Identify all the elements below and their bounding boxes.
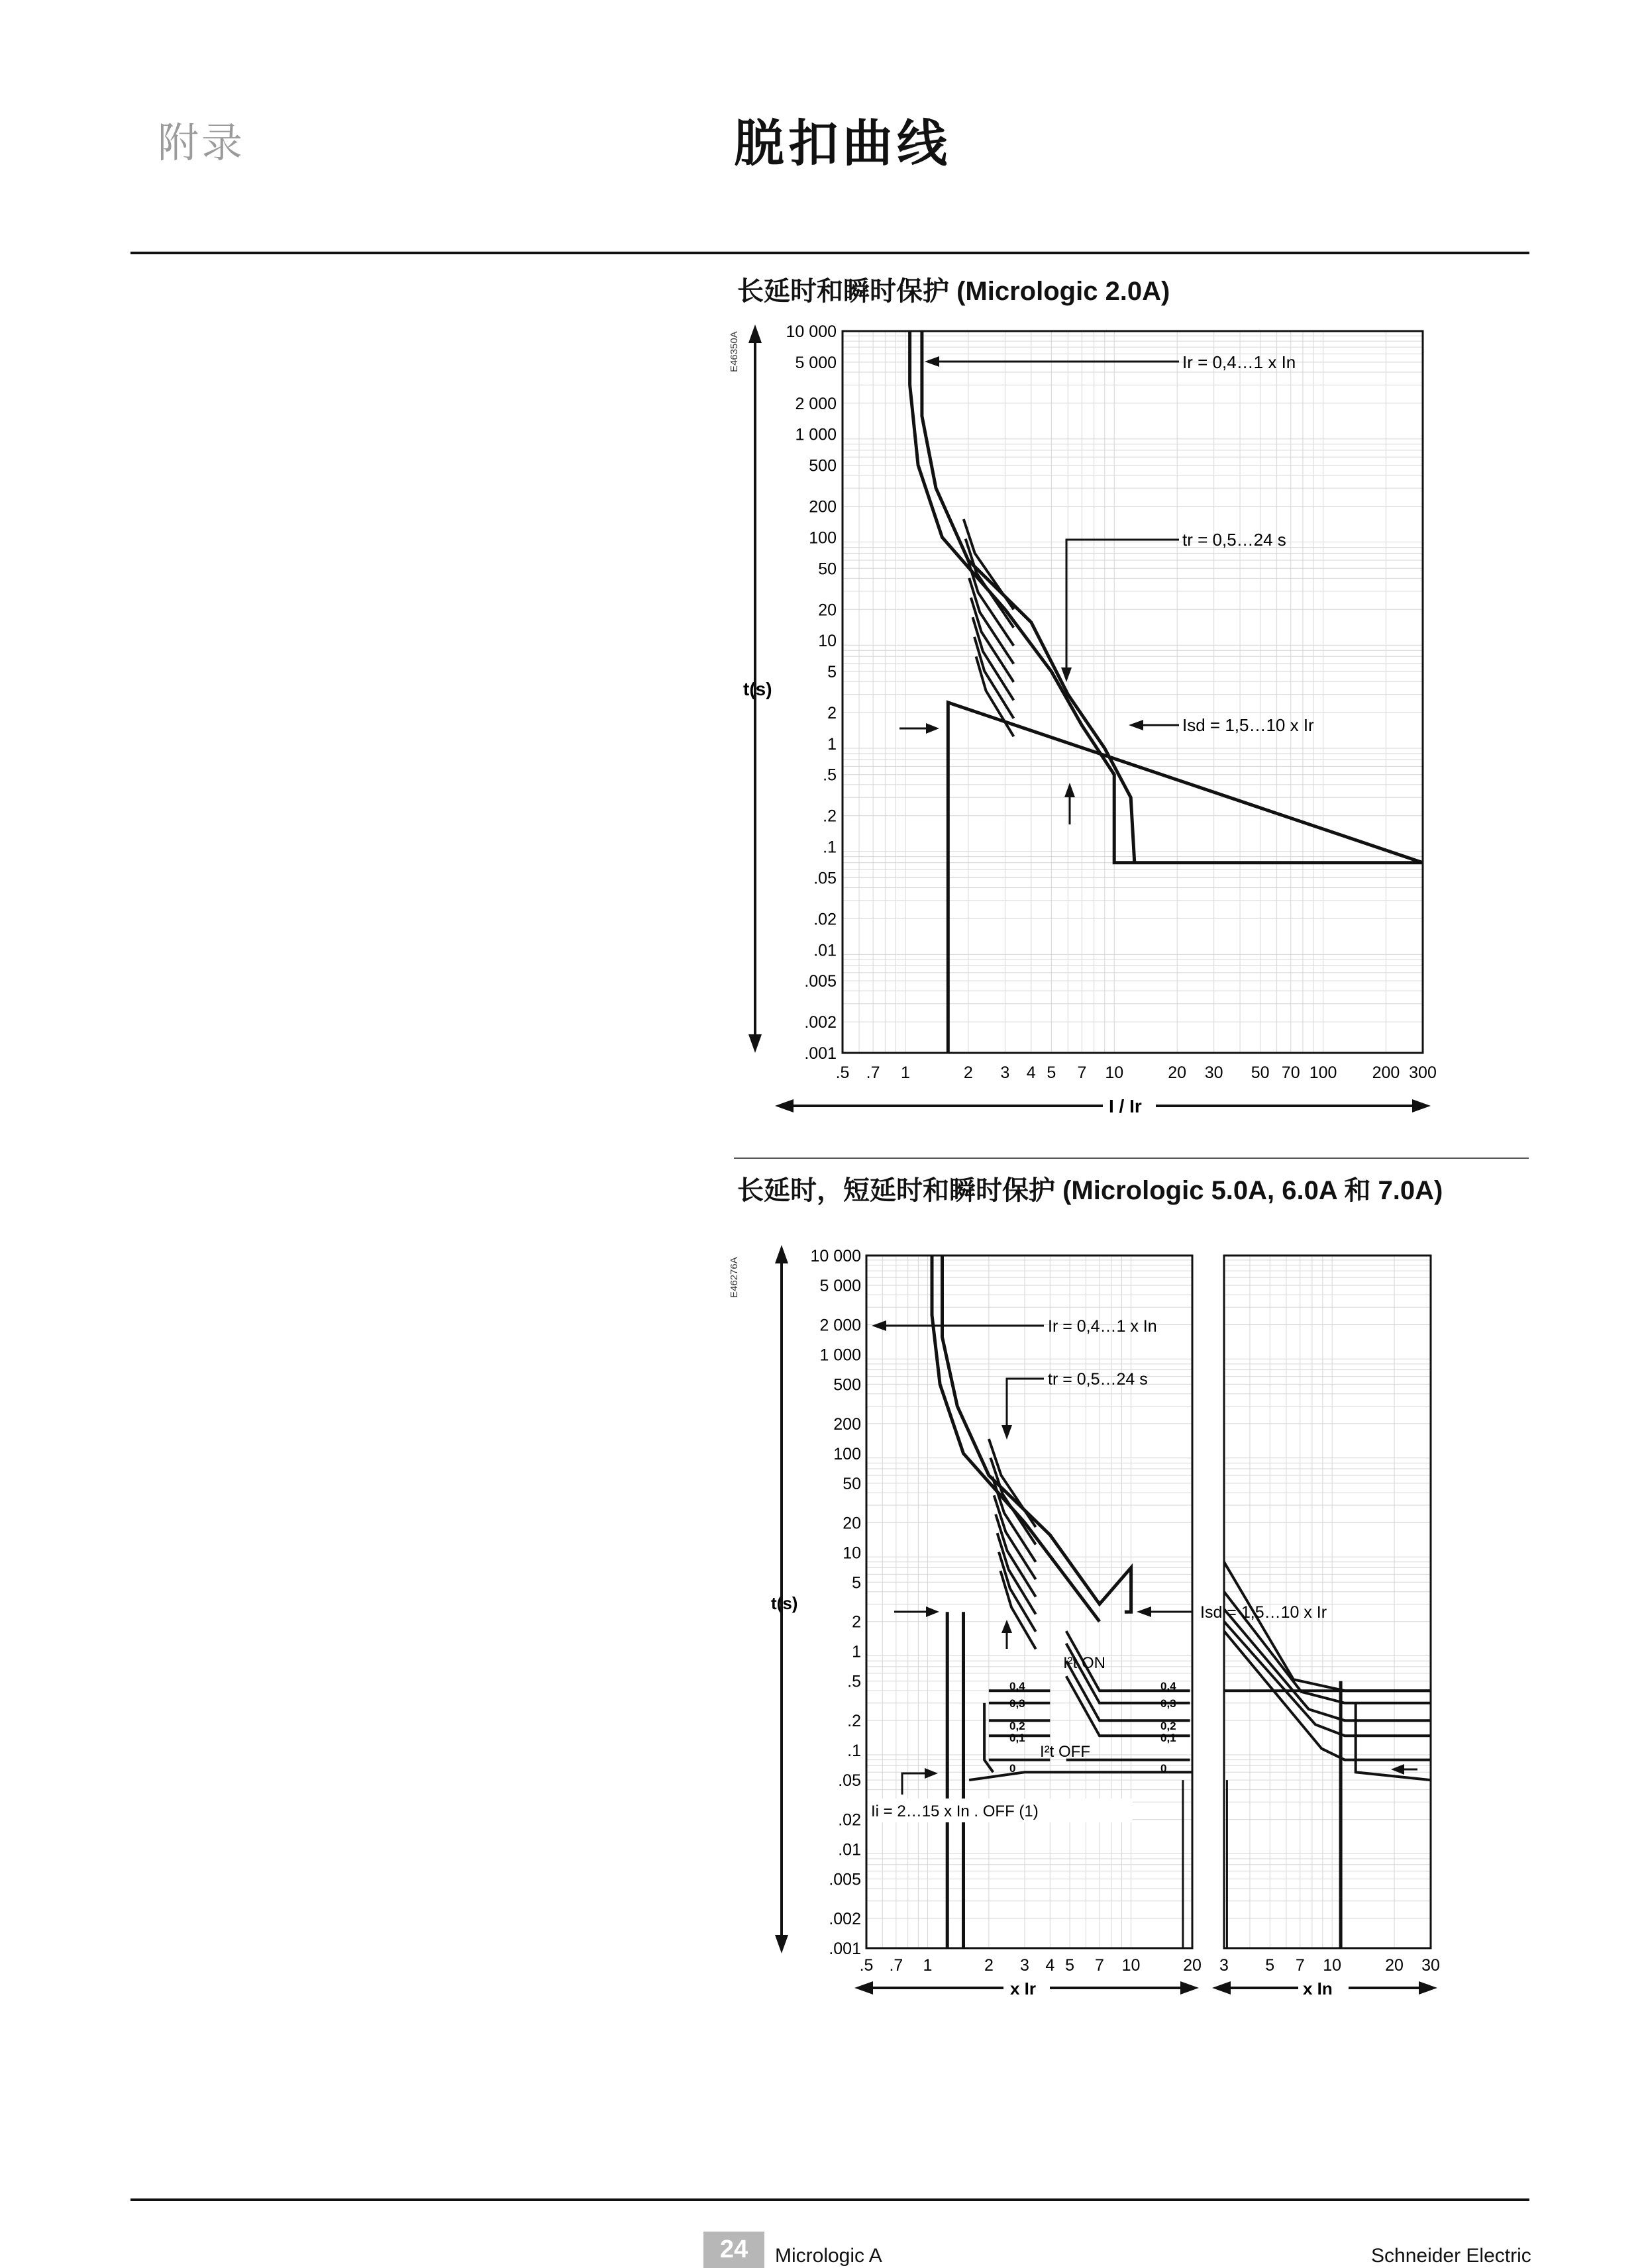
y-tick-label: .005 (829, 1870, 861, 1889)
middle-rule (734, 1158, 1529, 1159)
chart2-curves (932, 1256, 1192, 1948)
in-curve-line (1224, 1622, 1431, 1736)
curve-line (943, 1256, 1131, 1612)
footer-company: Schneider Electric (1371, 2245, 1531, 2267)
x-tick-label: .7 (889, 1956, 903, 1975)
top-rule (130, 252, 1529, 254)
tsd-label: 0 (1160, 1762, 1167, 1775)
chart2-in-x-ticks (1219, 1956, 1440, 1975)
y-tick-label: .001 (829, 1940, 861, 1958)
curve-line (922, 331, 1135, 863)
y-tick-label: 100 (833, 1444, 861, 1463)
x-tick-label: .5 (859, 1956, 874, 1975)
x-tick-label: 4 (1026, 1063, 1036, 1082)
x-tick-label: 10 (1105, 1063, 1124, 1082)
tr-band-line (1000, 1571, 1035, 1649)
y-tick-label: .5 (847, 1672, 861, 1691)
y-tick-label: 1 000 (819, 1346, 861, 1365)
y-tick-label: .5 (823, 765, 837, 785)
page-number: 24 (703, 2232, 764, 2268)
x-tick-label: 30 (1204, 1063, 1223, 1082)
plot-frame (1224, 1256, 1431, 1948)
bottom-rule (130, 2198, 1529, 2201)
y-tick-label: .01 (838, 1840, 861, 1859)
y-tick-label: .01 (813, 941, 837, 960)
y-tick-label: 2 000 (795, 394, 837, 413)
y-tick-label: .2 (847, 1712, 861, 1731)
chart1-heading: 长延时和瞬时保护 (Micrologic 2.0A) (737, 277, 1170, 306)
tsd-label: 0,3 (1160, 1697, 1176, 1710)
tr-band-line (969, 578, 1013, 664)
y-tick-label: 10 (843, 1544, 861, 1563)
x-tick-label: 20 (1183, 1956, 1202, 1975)
y-tick-label: 2 (827, 703, 837, 722)
in-curve-line (1356, 1703, 1431, 1780)
x-tick-label: 30 (1421, 1956, 1440, 1975)
y-tick-label: 200 (833, 1414, 861, 1434)
x-tick-label: 20 (1168, 1063, 1187, 1082)
chart1-curves (910, 331, 1423, 1053)
x-tick-label: .5 (835, 1063, 850, 1082)
x-tick-label: .7 (866, 1063, 880, 1082)
x-tick-label: 2 (984, 1956, 994, 1975)
chart1-ylabel: t(s) (743, 679, 772, 699)
tsd-label: 0,1 (1009, 1732, 1025, 1744)
chart2-annotation-tr: tr = 0,5…24 s (1048, 1370, 1148, 1389)
tsd-label: 0,4 (1160, 1680, 1176, 1693)
y-tick-label: 5 (827, 663, 837, 682)
tsd-label: 0,2 (1160, 1720, 1176, 1732)
x-tick-label: 200 (1372, 1063, 1400, 1082)
y-tick-label: 5 000 (819, 1276, 861, 1295)
y-tick-label: 500 (809, 456, 837, 475)
tsd-label: 0 (1009, 1762, 1016, 1775)
x-tick-label: 70 (1281, 1063, 1300, 1082)
x-tick-label: 10 (1323, 1956, 1342, 1975)
y-tick-label: 10 000 (786, 322, 837, 341)
x-tick-label: 50 (1251, 1063, 1270, 1082)
y-tick-label: 50 (818, 560, 837, 579)
tr-band-line (968, 558, 1014, 646)
x-tick-label: 10 (1121, 1956, 1141, 1975)
tr-band-line (998, 1533, 1036, 1614)
x-tick-label: 5 (1047, 1063, 1056, 1082)
y-tick-label: 1 (852, 1642, 861, 1661)
chart1-x-ticks (836, 1063, 1437, 1082)
y-tick-label: 500 (833, 1375, 861, 1395)
y-tick-label: .02 (813, 910, 837, 929)
y-tick-label: 100 (809, 528, 837, 548)
x-tick-label: 3 (1219, 1956, 1229, 1975)
y-tick-label: 1 000 (795, 425, 837, 444)
y-tick-label: 10 000 (810, 1247, 861, 1265)
tsd-label: 0,3 (1009, 1697, 1025, 1710)
curve-line (910, 331, 1423, 863)
y-tick-label: .005 (804, 972, 837, 991)
y-tick-label: .2 (823, 807, 837, 826)
y-tick-label: 2 (852, 1612, 861, 1632)
y-tick-label: 20 (843, 1514, 861, 1533)
x-tick-label: 5 (1265, 1956, 1275, 1975)
y-tick-label: 10 (818, 632, 837, 651)
chart1-annotation-isd: Isd = 1,5…10 x Ir (1182, 715, 1314, 735)
y-tick-label: .002 (804, 1013, 837, 1032)
footer-product: Micrologic A (775, 2245, 882, 2267)
x-tick-label: 1 (923, 1956, 933, 1975)
chart1-y-ticks (786, 322, 837, 1063)
chart1-code: E46350A (729, 331, 740, 372)
plot-frame (843, 331, 1423, 1053)
y-tick-label: .001 (804, 1044, 837, 1063)
y-tick-label: .002 (829, 1910, 861, 1929)
x-tick-label: 2 (963, 1063, 973, 1082)
tr-band-line (973, 617, 1014, 700)
y-tick-label: .1 (823, 838, 837, 857)
chart1 (729, 311, 1484, 1126)
x-tick-label: 4 (1045, 1956, 1055, 1975)
chart1-xlabel: I / Ir (1109, 1096, 1142, 1116)
chart2-heading: 长延时，短延时和瞬时保护 (Micrologic 5.0A, 6.0A 和 7.0A) (737, 1176, 1443, 1205)
y-tick-label: .1 (847, 1742, 861, 1761)
x-tick-label: 5 (1065, 1956, 1075, 1975)
y-tick-label: 5 (852, 1573, 861, 1593)
x-tick-label: 3 (1000, 1063, 1010, 1082)
y-tick-label: 2 000 (819, 1316, 861, 1335)
page-title: 脱扣曲线 (734, 114, 951, 173)
x-tick-label: 100 (1309, 1063, 1337, 1082)
chart2-annotation-i2t-on: I²t ON (1063, 1654, 1105, 1672)
x-tick-label: 300 (1409, 1063, 1437, 1082)
chart2-xlabel: x Ir (1010, 1979, 1037, 1998)
y-tick-label: 5 000 (795, 353, 837, 372)
chart2-code: E46276A (729, 1257, 740, 1298)
chart1-annotation-tr: tr = 0,5…24 s (1182, 530, 1286, 550)
chart2 (729, 1232, 1550, 2013)
x-tick-label: 7 (1095, 1956, 1104, 1975)
chart2-annotation-ir: Ir = 0,4…1 x In (1048, 1317, 1157, 1336)
y-tick-label: 20 (818, 601, 837, 620)
y-tick-label: .05 (813, 869, 837, 888)
y-tick-label: .05 (838, 1771, 861, 1791)
y-tick-label: 1 (827, 734, 837, 754)
chart2-y-ticks (811, 1247, 861, 1958)
chart2-in-xlabel: x In (1303, 1979, 1333, 1998)
in-curve-line (1224, 1631, 1431, 1759)
x-tick-label: 3 (1020, 1956, 1029, 1975)
chart2-annotation-ii: Ii = 2…15 x In . OFF (1) (871, 1802, 1039, 1820)
chart2-annotation-i2t-off: I²t OFF (1040, 1743, 1090, 1761)
section-label: 附录 (158, 119, 246, 167)
curve-line (969, 1772, 1192, 1780)
chart2-ylabel: t(s) (771, 1593, 798, 1613)
tsd-label: 0,2 (1009, 1720, 1025, 1732)
chart2-x-ticks (860, 1956, 1202, 1975)
x-tick-label: 7 (1077, 1063, 1087, 1082)
y-tick-label: 200 (809, 497, 837, 517)
chart2-in-grid (1224, 1256, 1431, 1948)
x-tick-label: 1 (900, 1063, 910, 1082)
chart1-grid (843, 331, 1423, 1053)
tsd-label: 0,4 (1009, 1680, 1025, 1693)
chart2-annotation-isd: Isd = 1,5…10 x Ir (1200, 1603, 1327, 1622)
x-tick-label: 7 (1295, 1956, 1305, 1975)
y-tick-label: 50 (843, 1474, 861, 1493)
tsd-label: 0,1 (1160, 1732, 1176, 1744)
in-curve-line (1224, 1562, 1431, 1691)
x-tick-label: 20 (1385, 1956, 1404, 1975)
y-tick-label: .02 (838, 1810, 861, 1830)
chart1-annotation-ir: Ir = 0,4…1 x In (1182, 352, 1296, 372)
